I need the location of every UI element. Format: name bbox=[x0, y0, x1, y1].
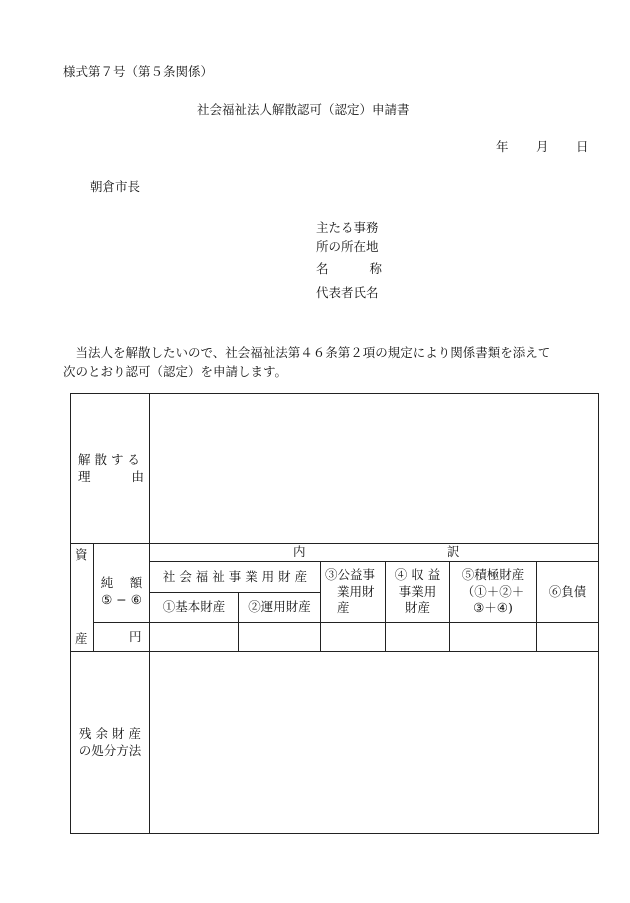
date-day: 日 bbox=[576, 139, 589, 154]
recipient: 朝倉市長 bbox=[90, 179, 141, 194]
date-line bbox=[496, 141, 589, 154]
liabilities-input[interactable] bbox=[537, 623, 598, 651]
body-line-1: 当法人を解散したいので、社会福祉法第４６条第２項の規定により関係書類を添えて bbox=[75, 345, 551, 360]
body-paragraph bbox=[63, 343, 603, 381]
positive-line-2: （①＋②＋ bbox=[461, 583, 525, 599]
date-month: 月 bbox=[536, 139, 549, 154]
assets-label-top: 資 bbox=[75, 547, 88, 562]
net-amount-line-2: ⑤ − ⑥ bbox=[101, 592, 142, 607]
net-amount-line-1: 純 額 bbox=[100, 575, 143, 591]
application-form-table bbox=[70, 393, 599, 834]
public-interest-line-2: 業用財 bbox=[337, 583, 375, 599]
liabilities-header: ⑥負債 bbox=[548, 583, 587, 599]
residual-line-2: の処分方法 bbox=[78, 742, 142, 758]
basic-property-header: ①基本財産 bbox=[162, 599, 226, 615]
reason-label-line-2 bbox=[78, 469, 144, 486]
breakdown-wake: 訳 bbox=[447, 544, 460, 559]
net-amount-label bbox=[94, 562, 149, 622]
applicant-address-label-2: 所の所在地 bbox=[316, 239, 379, 254]
reason-input[interactable] bbox=[150, 394, 598, 543]
reason-label-line-1: 解 散 す る bbox=[78, 451, 140, 467]
applicant-address-label-1: 主たる事務 bbox=[316, 220, 379, 235]
profit-property-header bbox=[386, 562, 449, 622]
profit-line-2: 事業用 bbox=[398, 583, 437, 599]
public-interest-property-header bbox=[321, 562, 385, 622]
residual-line-1: 残 余 財 産 bbox=[79, 725, 141, 741]
document-title: 社会福祉法人解散認可（認定）申請書 bbox=[197, 102, 410, 117]
positive-property-header bbox=[450, 562, 536, 622]
yen-unit: 円 bbox=[129, 629, 142, 644]
breakdown-uchi: 内 bbox=[293, 544, 306, 559]
body-line-2: 次のとおり認可（認定）を申請します。 bbox=[63, 364, 288, 379]
name-label-right: 称 bbox=[369, 261, 382, 276]
assets-label-bottom: 産 bbox=[75, 631, 88, 646]
form-number: 様式第７号（第５条関係） bbox=[63, 64, 214, 79]
public-interest-property-input[interactable] bbox=[321, 623, 385, 651]
divider bbox=[71, 543, 598, 544]
public-interest-line-1: ③公益事 bbox=[325, 566, 376, 582]
residual-property-label bbox=[71, 652, 149, 833]
profit-property-input[interactable] bbox=[386, 623, 449, 651]
reason-label bbox=[71, 394, 149, 543]
representative-label: 代表者氏名 bbox=[316, 285, 379, 300]
social-welfare-property-header: 社 会 福 祉 事 業 用 財 産 bbox=[162, 568, 308, 584]
reason-label-char-right: 由 bbox=[131, 468, 144, 484]
basic-property-input[interactable] bbox=[150, 623, 238, 651]
public-interest-line-3: 産 bbox=[337, 600, 350, 616]
positive-line-3: ③＋④) bbox=[473, 600, 513, 616]
reason-label-char-left: 理 bbox=[78, 468, 91, 484]
profit-line-1: ④ 収 益 bbox=[394, 566, 441, 582]
operating-property-header: ②運用財産 bbox=[248, 599, 311, 615]
positive-line-1: ⑤積極財産 bbox=[461, 566, 525, 582]
applicant-name-label bbox=[316, 263, 382, 276]
date-year: 年 bbox=[496, 139, 509, 154]
profit-line-3: 財産 bbox=[404, 600, 430, 616]
positive-property-input[interactable] bbox=[450, 623, 536, 651]
name-label-left: 名 bbox=[316, 261, 329, 276]
residual-disposal-input[interactable] bbox=[150, 652, 598, 833]
operating-property-input[interactable] bbox=[239, 623, 320, 651]
